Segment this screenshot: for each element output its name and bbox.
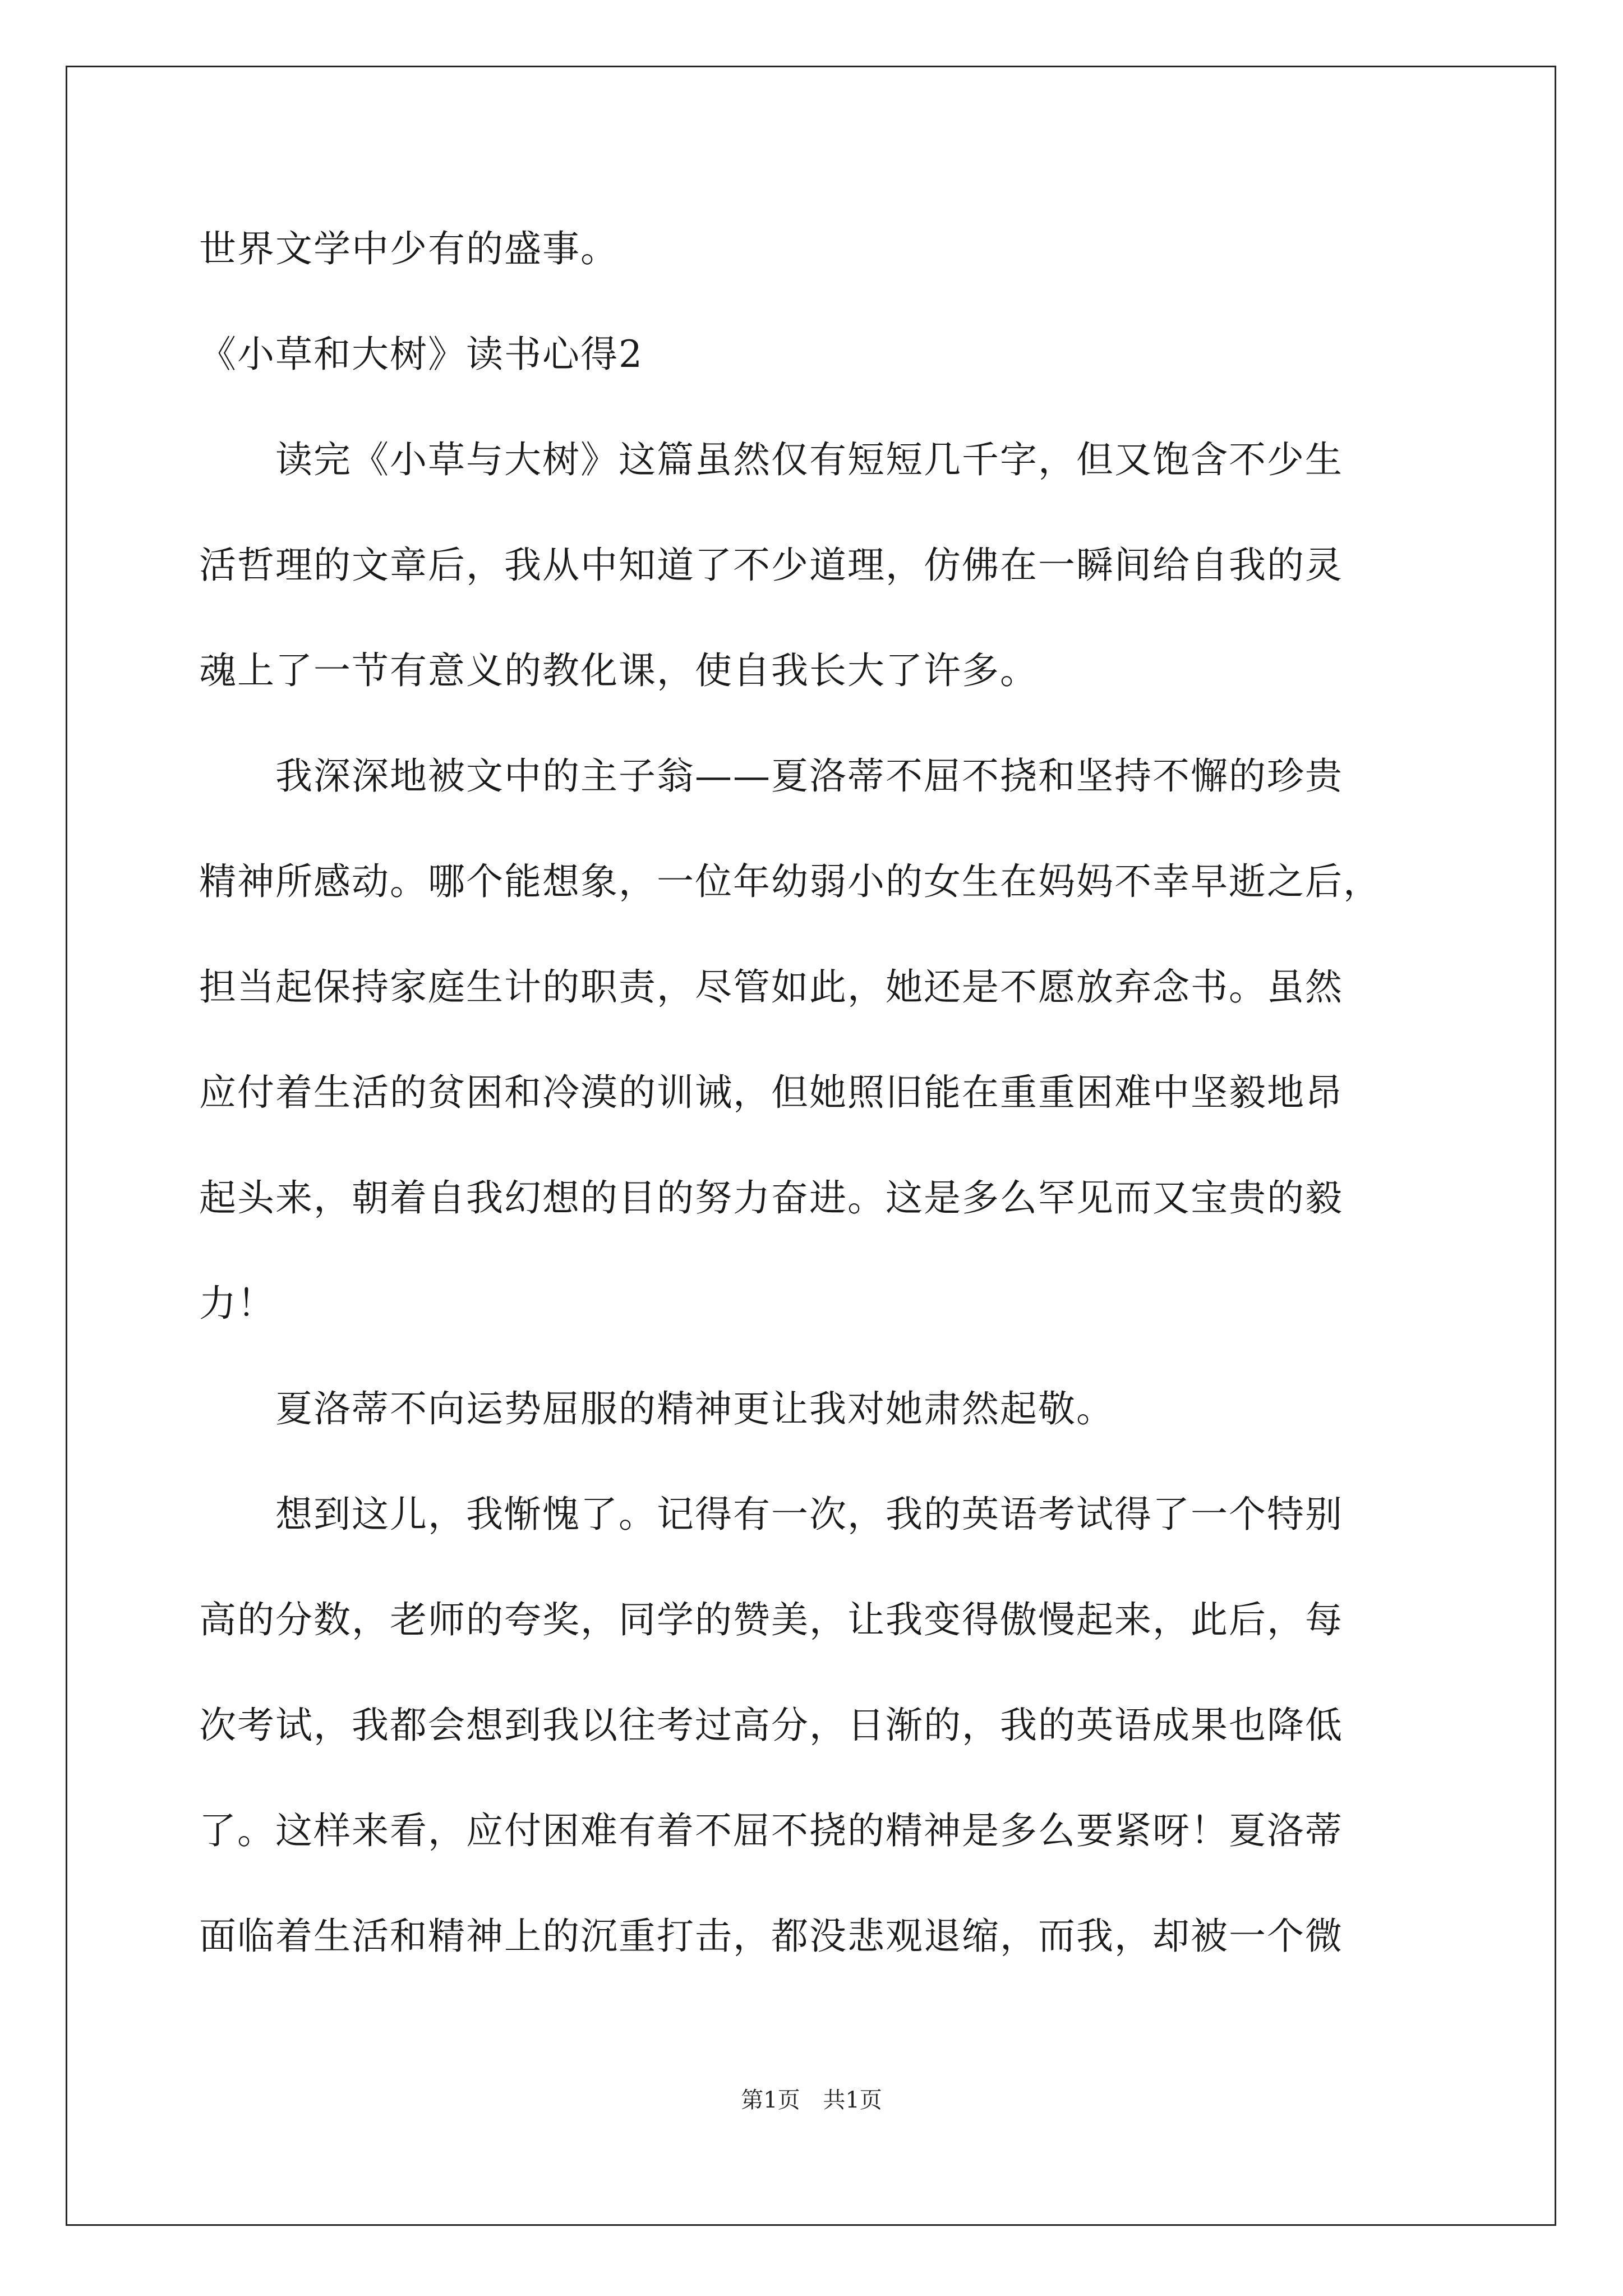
page-number: 第1页 xyxy=(741,2087,800,2113)
text-line: 高的分数，老师的夸奖，同学的赞美，让我变得傲慢起来，此后，每 xyxy=(199,1598,1343,1641)
section-title: 《小草和大树》读书心得2 xyxy=(199,333,643,376)
page-footer xyxy=(0,2082,1623,2114)
text-line: 应付着生活的贫困和冷漠的训诫，但她照旧能在重重困难中坚毅地昂 xyxy=(199,1071,1343,1114)
text-line: 读完《小草与大树》这篇虽然仅有短短几千字，但又饱含不少生 xyxy=(199,438,1343,481)
document-body xyxy=(199,196,1422,1989)
text-line: 力！ xyxy=(199,1282,275,1325)
text-line: 次考试，我都会想到我以往考过高分，日渐的，我的英语成果也降低 xyxy=(199,1704,1343,1747)
page-total: 共1页 xyxy=(823,2087,882,2113)
text-line: 活哲理的文章后，我从中知道了不少道理，仿佛在一瞬间给自我的灵 xyxy=(199,544,1343,587)
text-line: 想到这儿，我惭愧了。记得有一次，我的英语考试得了一个特别 xyxy=(199,1493,1343,1536)
text-line: 精神所感动。哪个能想象，一位年幼弱小的女生在妈妈不幸早逝之后， xyxy=(199,860,1381,903)
text-line: 面临着生活和精神上的沉重打击，都没悲观退缩，而我，却被一个微 xyxy=(199,1915,1343,1958)
text-line: 起头来，朝着自我幻想的目的努力奋进。这是多么罕见而又宝贵的毅 xyxy=(199,1176,1343,1220)
text-line: 担当起保持家庭生计的职责，尽管如此，她还是不愿放弃念书。虽然 xyxy=(199,965,1343,1009)
text-line: 魂上了一节有意义的教化课，使自我长大了许多。 xyxy=(199,649,1038,692)
text-line: 了。这样来看，应付困难有着不屈不挠的精神是多么要紧呀！夏洛蒂 xyxy=(199,1809,1343,1852)
text-line: 世界文学中少有的盛事。 xyxy=(199,227,619,270)
text-line: 夏洛蒂不向运势屈服的精神更让我对她肃然起敬。 xyxy=(199,1387,1114,1430)
text-line: 我深深地被文中的主子翁——夏洛蒂不屈不挠和坚持不懈的珍贵 xyxy=(199,754,1343,798)
